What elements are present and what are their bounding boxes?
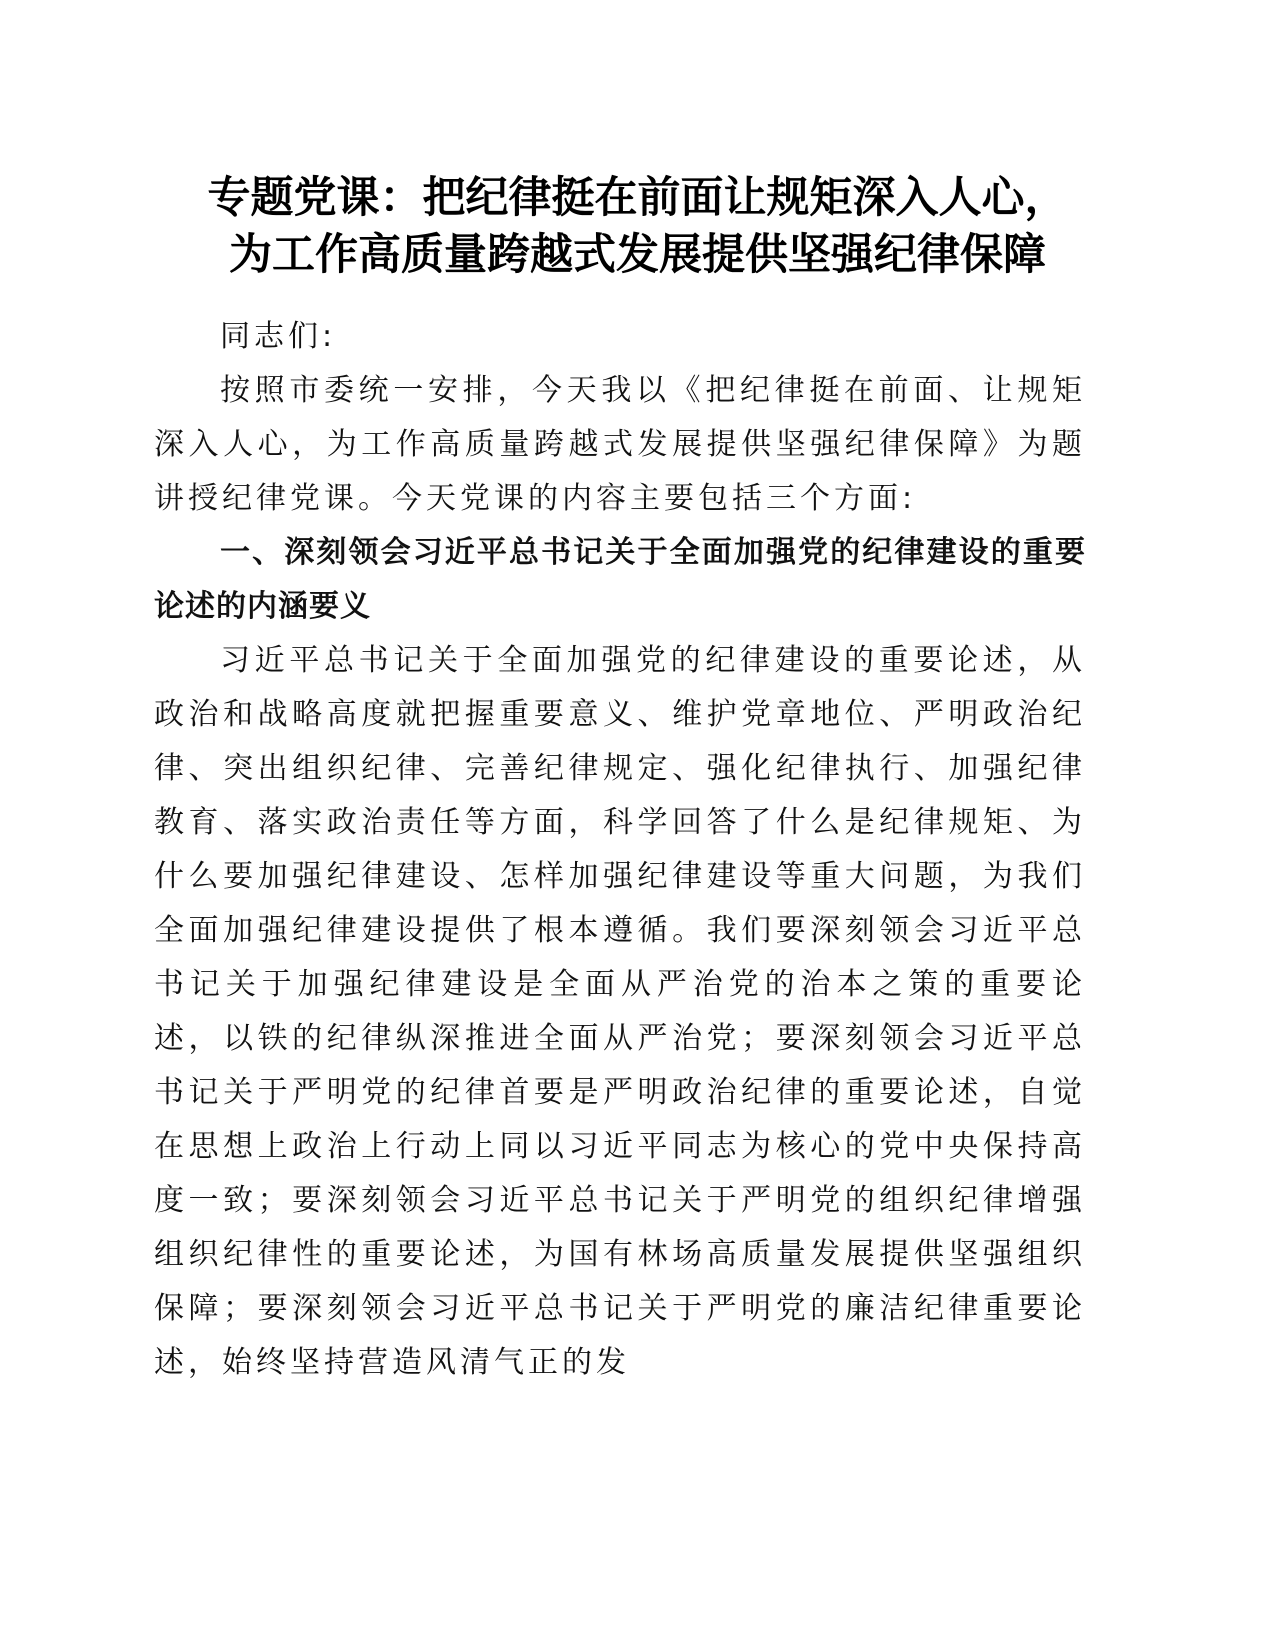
greeting: 同志们: <box>220 319 337 354</box>
title-line-1: 专题党课：把纪律挺在前面让规矩深入人心， <box>207 173 1068 223</box>
section-1-paragraph: 习近平总书记关于全面加强党的纪律建设的重要论述，从政治和战略高度就把握重要意义、维护党章地位、严明政治纪律、突出组织纪律、完善纪律规定、强化纪律执行、加强纪律教育、落实政治责任等方面，科学回答了什么是纪律规矩、为什么要加强纪律建设、怎样加强纪律建设等重大问题，为我们全面加强纪律建设提供了根本遵循。我们要深刻领会习近平总书记关于加强纪律建设是全面从严治党的治本之策的重要论述，以铁的纪律纵深推进全面从严治党；要深刻领会习近平总书记关于严明党的纪律首要是严明政治纪律的重要论述，自觉在思想上政治上行动上同以习近平同志为核心的党中央保持高度一致；要深刻领会习近平总书记关于严明党的组织纪律增强组织纪律性的重要论述，为国有林场高质量发展提供坚强组织保障；要深刻领会习近平总书记关于严明党的廉洁纪律重要论述，始终坚持营造风清气正的发 <box>154 643 1086 1380</box>
title-line-2: 为工作高质量跨越式发展提供坚强纪律保障 <box>229 230 1046 280</box>
section-1-heading: 一、深刻领会习近平总书记关于全面加强党的纪律建设的重要论述的内涵要义 <box>154 535 1086 624</box>
intro-paragraph: 按照市委统一安排，今天我以《把纪律挺在前面、让规矩深入人心，为工作高质量跨越式发展提供坚强纪律保障》为题讲授纪律党课。今天党课的内容主要包括三个方面: <box>154 373 1086 516</box>
document-title <box>140 170 1135 284</box>
document-body <box>154 310 1086 1390</box>
